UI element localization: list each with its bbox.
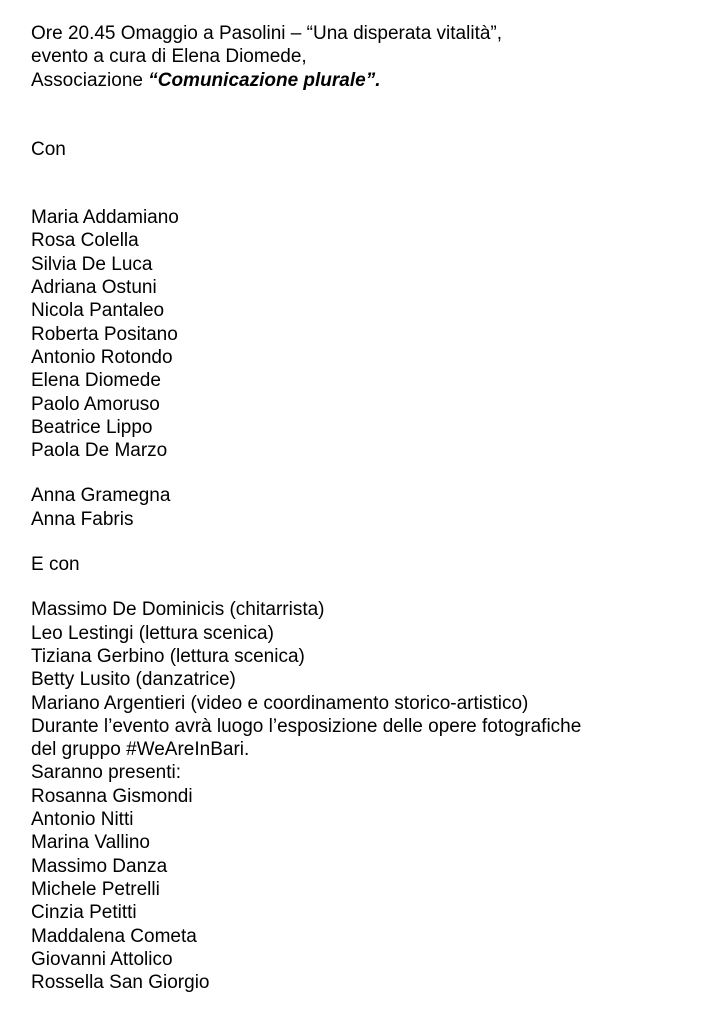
performer-name: Roberta Positano xyxy=(31,323,178,345)
attendee-name: Massimo Danza xyxy=(31,855,168,877)
attendee-name: Maddalena Cometa xyxy=(31,925,197,947)
performer-name: Beatrice Lippo xyxy=(31,416,153,438)
performer-name: Adriana Ostuni xyxy=(31,277,157,299)
performers-list xyxy=(31,206,691,462)
performer-name: Rosa Colella xyxy=(31,230,139,252)
performer-name: Antonio Rotondo xyxy=(31,346,173,368)
association-name: “Comunicazione plurale”. xyxy=(148,69,381,91)
performer-name: Anna Gramegna xyxy=(31,485,171,507)
exhibition-line: Durante l’evento avrà luogo l’esposizione delle opere fotografiche xyxy=(31,715,582,737)
attendee-name: Marina Vallino xyxy=(31,832,150,854)
spacer xyxy=(31,462,691,484)
attendee-name: Rosanna Gismondi xyxy=(31,785,193,807)
performer-name: Anna Fabris xyxy=(31,508,134,530)
guest-entry: Betty Lusito (danzatrice) xyxy=(31,669,236,691)
attendee-name: Giovanni Attolico xyxy=(31,948,173,970)
guest-entry: Leo Lestingi (lettura scenica) xyxy=(31,622,274,644)
attendee-name: Antonio Nitti xyxy=(31,809,134,831)
spacer xyxy=(31,576,691,598)
spacer xyxy=(31,531,691,553)
performer-name: Elena Diomede xyxy=(31,370,161,392)
guests-list xyxy=(31,598,691,714)
exhibition-text xyxy=(31,715,691,762)
attendee-name: Rossella San Giorgio xyxy=(31,972,210,994)
performer-name: Paola De Marzo xyxy=(31,440,168,462)
event-association-line xyxy=(31,69,691,92)
event-title-line: Ore 20.45 Omaggio a Pasolini – “Una disperata vitalità”, xyxy=(31,23,503,44)
association-prefix: Associazione xyxy=(31,69,149,91)
exhibition-line: del gruppo #WeAreInBari. xyxy=(31,739,250,761)
guest-entry: Tiziana Gerbino (lettura scenica) xyxy=(31,645,305,667)
guest-entry: Mariano Argentieri (video e coordinamento storico-artistico) xyxy=(31,692,529,714)
performer-name: Maria Addamiano xyxy=(31,207,179,229)
guest-entry: Massimo De Dominicis (chitarrista) xyxy=(31,599,325,621)
e-con-label: E con xyxy=(31,554,80,576)
performer-name: Nicola Pantaleo xyxy=(31,300,165,322)
performer-name: Paolo Amoruso xyxy=(31,393,160,415)
performer-name: Silvia De Luca xyxy=(31,253,153,275)
present-list xyxy=(31,785,691,995)
con-label: Con xyxy=(31,138,66,160)
event-curator-line: evento a cura di Elena Diomede, xyxy=(31,46,307,68)
spacer xyxy=(31,92,691,138)
performers-extra-list xyxy=(31,484,691,531)
event-header xyxy=(31,22,691,92)
attendee-name: Michele Petrelli xyxy=(31,878,160,900)
spacer xyxy=(31,161,691,206)
present-label: Saranno presenti: xyxy=(31,762,181,784)
document-page xyxy=(31,22,691,994)
attendee-name: Cinzia Petitti xyxy=(31,902,137,924)
